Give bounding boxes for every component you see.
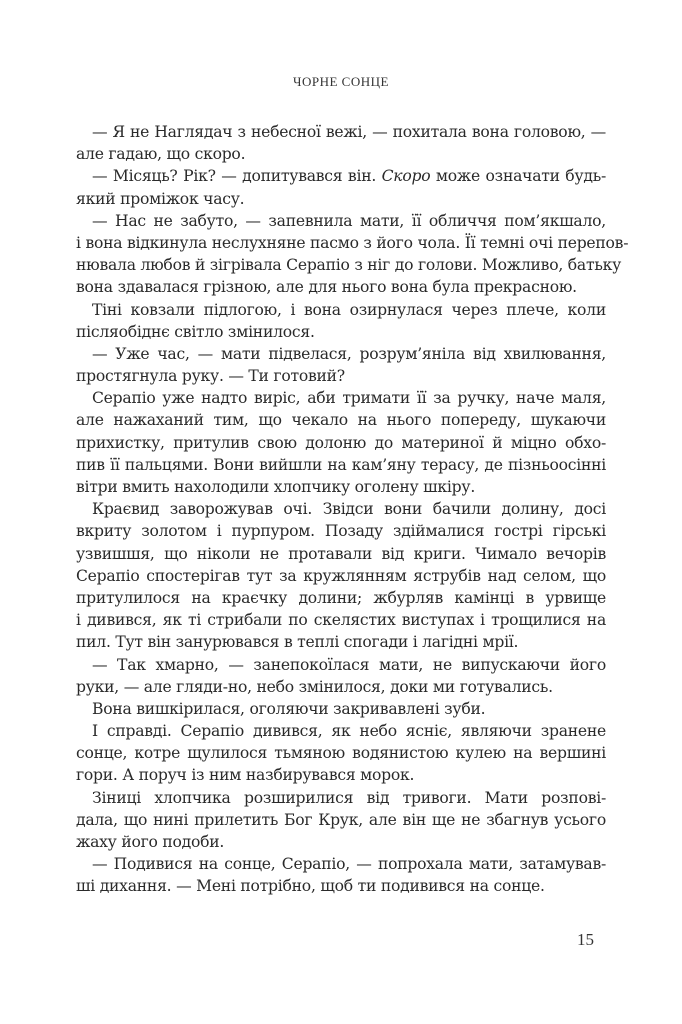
- text-line: [76, 631, 606, 653]
- text-segment: може означати будь-: [430, 167, 606, 186]
- text-line: [76, 165, 606, 187]
- text-segment: дала, що нині прилетить Бог Крук, але він ще не збагнув усього: [76, 810, 606, 829]
- text-segment: руки, — але гляди-но, небо змінилося, доки ми готувались.: [76, 677, 553, 696]
- text-line: [76, 409, 606, 431]
- text-line: [76, 698, 606, 720]
- text-line: [76, 232, 629, 254]
- text-line: [76, 676, 606, 698]
- text-segment: Вона вишкірилася, оголяючи закривавлені зуби.: [92, 699, 486, 718]
- italic-text: Скоро: [381, 167, 431, 186]
- body-text: [76, 121, 629, 898]
- text-segment: вітри вмить нахолодили хлопчику оголену шкіру.: [76, 478, 476, 496]
- text-line: [76, 720, 606, 742]
- text-line: [76, 609, 606, 631]
- text-line: [76, 454, 606, 476]
- text-line: [76, 565, 606, 587]
- text-segment: — Я не Наглядач з небесної вежі, — похитала вона головою, —: [92, 123, 606, 141]
- text-segment: Тіні ковзали підлогою, і вона озирнулася через плече, коли: [92, 300, 606, 319]
- text-line: [76, 543, 606, 565]
- text-line: [76, 365, 606, 387]
- text-line: [76, 254, 621, 276]
- text-segment: але нажаханий тим, що чекало на нього попереду, шукаючи: [76, 411, 606, 430]
- text-segment: прихистку, притулив свою долоню до материної й міцно обхо-: [76, 433, 606, 452]
- text-line: [76, 853, 606, 875]
- text-line: [76, 476, 606, 498]
- text-line: [76, 654, 606, 676]
- text-line: [76, 764, 606, 786]
- text-segment: І справді. Серапіо дивився, як небо ясніє, являючи зранене: [92, 722, 606, 741]
- text-line: [76, 121, 606, 143]
- text-segment: вона здавалася грізною, але для нього вона була прекрасною.: [76, 278, 577, 297]
- text-line: [76, 742, 606, 764]
- text-segment: післяобіднє світло змінилося.: [76, 322, 315, 341]
- text-line: [76, 809, 606, 831]
- text-segment: Серапіо уже надто виріс, аби тримати її за ручку, наче маля,: [92, 389, 606, 408]
- text-line: [76, 143, 606, 165]
- text-segment: пил. Тут він занурювався в теплі спогади і лагідні мрії.: [76, 633, 519, 652]
- text-segment: і вона відкинула неслухняне пасмо з його чола. Її темні очі перепов-: [76, 233, 629, 252]
- text-segment: Краєвид заворожував очі. Звідси вони бачили долину, досі: [92, 500, 606, 519]
- text-segment: — Нас не забуто, — запевнила мати, її обличчя пом’якшало,: [92, 211, 606, 230]
- text-segment: ші дихання. — Мені потрібно, щоб ти подивився на сонце.: [76, 877, 545, 896]
- running-head: ЧОРНЕ СОНЦЕ: [293, 74, 389, 89]
- text-segment: — Місяць? Рік? — допитувався він.: [92, 167, 382, 186]
- text-line: [76, 587, 606, 609]
- text-line: [76, 875, 606, 897]
- text-line: [76, 276, 606, 298]
- text-segment: — Подивися на сонце, Серапіо, — попрохала мати, затамував-: [92, 855, 606, 874]
- text-line: [76, 299, 606, 321]
- text-segment: — Уже час, — мати підвелася, розрум’яніла від хвилювання,: [92, 344, 606, 363]
- text-segment: простягнула руку. — Ти готовий?: [76, 367, 345, 386]
- text-line: [76, 520, 606, 542]
- text-line: [76, 321, 606, 343]
- text-segment: гори. А поруч із ним назбирувався морок.: [76, 766, 415, 785]
- text-line: [76, 188, 606, 210]
- text-line: [76, 343, 606, 365]
- text-line: [76, 498, 606, 520]
- text-segment: жаху його подоби.: [76, 833, 225, 851]
- page-number: 15: [577, 930, 594, 949]
- text-segment: який проміжок часу.: [76, 189, 245, 208]
- text-line: [76, 787, 606, 809]
- text-line: [76, 432, 606, 454]
- text-segment: сонце, котре щулилося тьмяною водянистою кулею на вершині: [76, 744, 606, 763]
- text-line: [76, 387, 606, 409]
- text-segment: і дивився, як ті стрибали по скелястих виступах і трощилися на: [76, 611, 606, 630]
- text-segment: узвишшя, що ніколи не протавали від криги. Чимало вечорів: [76, 544, 606, 563]
- text-segment: притулилося на краєчку долини; жбурляв камінці в урвище: [76, 588, 606, 607]
- text-segment: Серапіо спостерігав тут за кружлянням яструбів над селом, що: [76, 566, 606, 585]
- text-line: [76, 210, 606, 232]
- text-segment: нювала любов й зігрівала Серапіо з ніг до голови. Можливо, батьку: [76, 256, 621, 275]
- text-segment: Зіниці хлопчика розширилися від тривоги. Мати розпові-: [92, 788, 606, 807]
- text-line: [76, 831, 606, 853]
- text-segment: але гадаю, що скоро.: [76, 145, 246, 164]
- text-segment: вкриту золотом і пурпуром. Позаду здіймалися гострі гірські: [76, 522, 606, 541]
- text-segment: — Так хмарно, — занепокоїлася мати, не випускаючи його: [92, 655, 606, 674]
- text-segment: пив її пальцями. Вони вийшли на кам’яну терасу, де пізньоосінні: [76, 455, 606, 474]
